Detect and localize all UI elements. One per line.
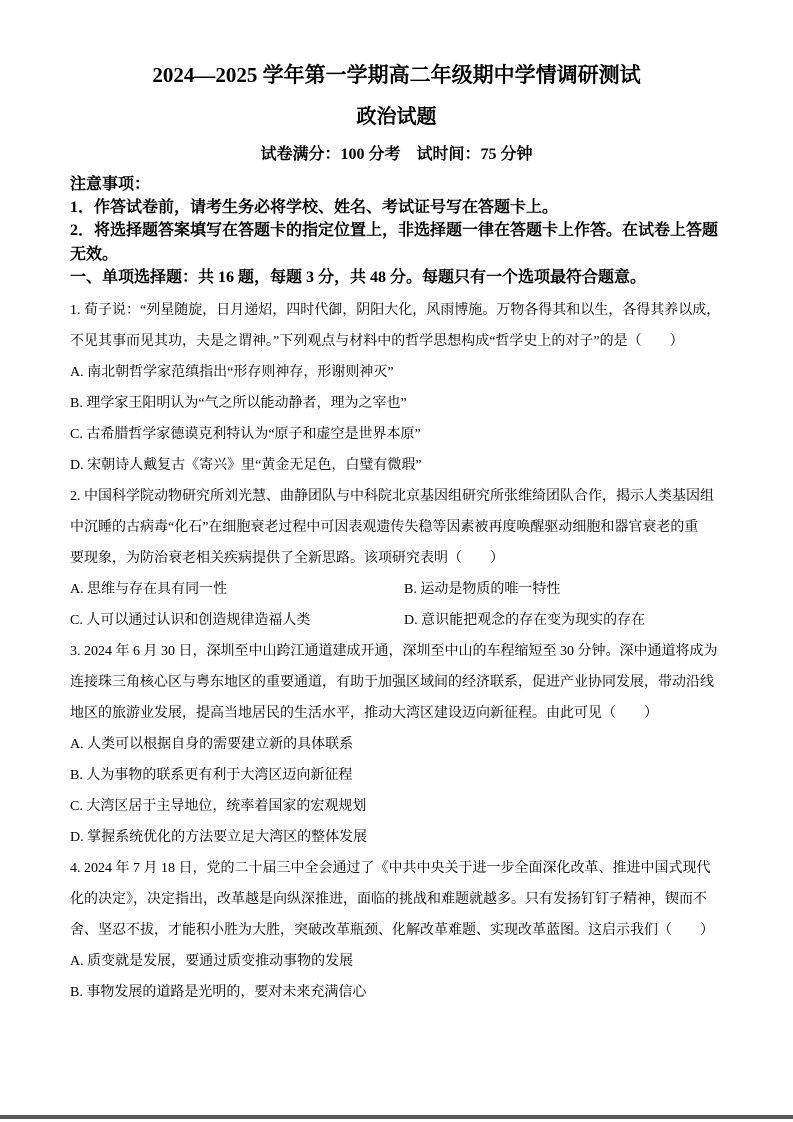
page-bottom-border: [0, 1115, 793, 1119]
exam-score-and-time: 试卷满分：100 分考 试时间：75 分钟: [260, 146, 533, 163]
notice-item-2-line-2: 无效。: [70, 245, 119, 263]
question-1: [70, 295, 723, 481]
questions-section: [70, 295, 723, 1008]
notice-item-1: 1．作答试卷前，请考生务必将学校、姓名、考试证号写在答题卡上。: [70, 199, 559, 217]
question-1-stem-line-2: 不见其事而见其功，夫是之谓神。”下列观点与材料中的哲学思想构成“哲学史上的对子”的是（ ）: [70, 334, 684, 350]
question-1-option-c: C. 古希腊哲学家德谟克利特认为“原子和虚空是世界本原”: [70, 427, 421, 443]
question-1-stem-line-1: 1. 荀子说：“列星随旋，日月递炤，四时代御，阴阳大化，风雨博施。万物各得其和以生，各得其养以成，: [70, 303, 721, 319]
question-1-option-b: B. 理学家王阳明认为“气之所以能动静者，理为之宰也”: [70, 396, 407, 412]
question-2-stem-line-2: 中沉睡的古病毒“化石”在细胞衰老过程中可因表观遗传失稳等因素被再度唤醒驱动细胞和器官衰老的重: [70, 520, 699, 536]
question-3-option-c: C. 大湾区居于主导地位，统率着国家的宏观规划: [70, 799, 367, 815]
question-3-stem-line-1: 3. 2024 年 6 月 30 日，深圳至中山跨江通道建成开通，深圳至中山的车程缩短至 30 分钟。深中通道将成为: [70, 644, 718, 660]
question-2-stem-line-3: 要现象，为防治衰老相关疾病提供了全新思路。该项研究表明（ ）: [70, 551, 504, 567]
question-2-option-a: A. 思维与存在具有同一性: [70, 582, 228, 598]
question-2-option-row-1: [70, 574, 723, 605]
question-2-option-row-2: [70, 605, 723, 636]
section-1-heading: 一、单项选择题：共 16 题，每题 3 分，共 48 分。每题只有一个选项最符合题意。: [70, 268, 647, 286]
question-2-option-c: C. 人可以通过认识和创造规律造福人类: [70, 613, 311, 629]
question-1-option-d: D. 宋朝诗人戴复古《寄兴》里“黄金无足色，白璧有微瑕”: [70, 458, 422, 474]
question-3-option-b: B. 人为事物的联系更有利于大湾区迈向新征程: [70, 768, 353, 784]
question-4-stem-line-1: 4. 2024 年 7 月 18 日，党的二十届三中全会通过了《中共中央关于进一步全面深化改革、推进中国式现代: [70, 861, 711, 877]
question-3-option-a: A. 人类可以根据自身的需要建立新的具体联系: [70, 737, 354, 753]
notice-heading: 注意事项：: [70, 176, 151, 193]
document-title: 2024—2025 学年第一学期高二年级期中学情调研测试: [152, 63, 641, 87]
question-4-stem-line-3: 舍、坚忍不拔，才能积小胜为大胜，突破改革瓶颈、化解改革难题、实现改革蓝图。这启示我们（ ）: [70, 923, 714, 939]
document-subtitle: 政治试题: [356, 106, 437, 128]
question-4-option-b: B. 事物发展的道路是光明的，要对未来充满信心: [70, 985, 367, 1001]
question-4-stem-line-2: 化的决定》，决定指出，改革越是向纵深推进，面临的挑战和难题就越多。只有发扬钉钉子精神，锲而不: [70, 892, 707, 908]
question-3-option-d: D. 掌握系统优化的方法要立足大湾区的整体发展: [70, 830, 368, 846]
question-2-option-b: B. 运动是物质的唯一特性: [404, 582, 561, 598]
question-2-option-d: D. 意识能把观念的存在变为现实的存在: [404, 613, 646, 629]
question-3-stem-line-3: 地区的旅游业发展，提高当地居民的生活水平，推动大湾区建设迈向新征程。由此可见（ ）: [70, 706, 658, 722]
question-3-stem-line-2: 连接珠三角核心区与粤东地区的重要通道，有助于加强区域间的经济联系，促进产业协同发展，带动沿线: [70, 675, 714, 691]
question-2: [70, 481, 723, 636]
question-3: [70, 636, 723, 853]
question-4: [70, 853, 723, 1008]
notice-item-2-line-1: 2．将选择题答案填写在答题卡的指定位置上，非选择题一律在答题卡上作答。在试卷上答题: [70, 222, 719, 240]
question-4-option-a: A. 质变就是发展，要通过质变推动事物的发展: [70, 954, 354, 970]
question-2-stem-line-1: 2. 中国科学院动物研究所刘光慧、曲静团队与中科院北京基因组研究所张维绮团队合作，揭示人类基因组: [70, 489, 714, 505]
notice-section: [70, 173, 723, 289]
question-1-option-a: A. 南北朝哲学家范缜指出“形存则神存，形谢则神灭”: [70, 365, 394, 381]
